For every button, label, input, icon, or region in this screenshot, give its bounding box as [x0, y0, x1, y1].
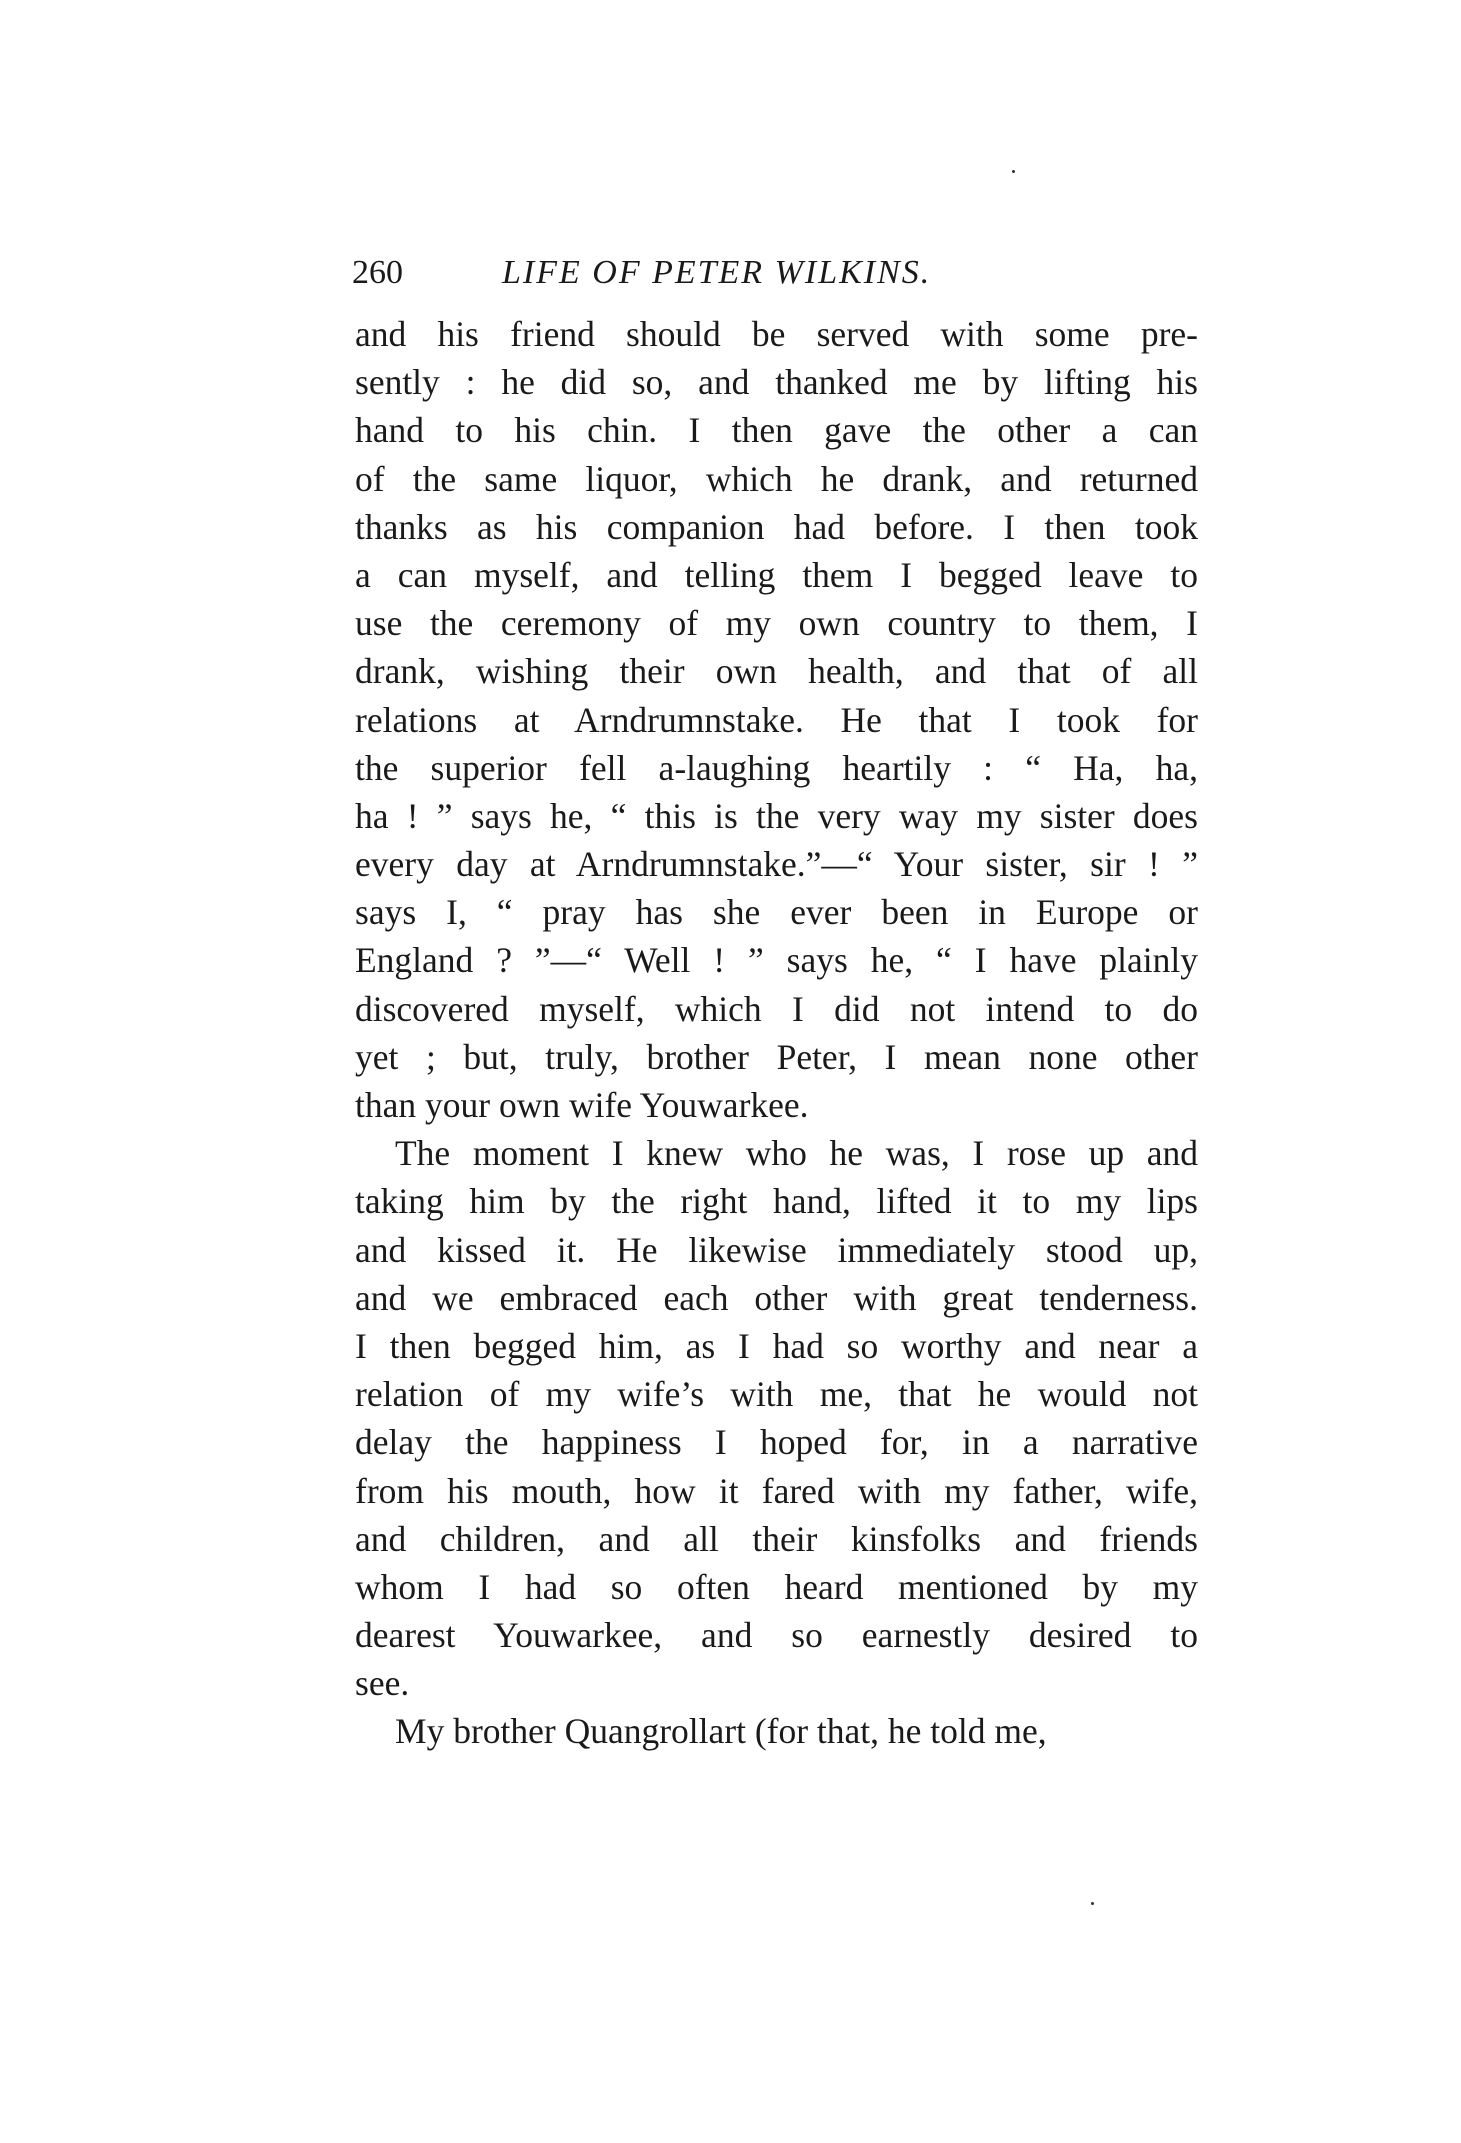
text-line: relation of my wife’s with me, that he would not [355, 1374, 1198, 1415]
print-speck [1091, 1902, 1094, 1905]
text-line: thanks as his companion had before. I then took [355, 506, 1198, 547]
text-line: hand to his chin. I then gave the other a can [355, 410, 1198, 451]
text-line: and children, and all their kinsfolks and friends [355, 1518, 1198, 1559]
text-line: discovered myself, which I did not intend to do [355, 988, 1198, 1029]
text-line: from his mouth, how it fared with my father, wife, [355, 1470, 1198, 1511]
page-number: 260 [352, 254, 403, 291]
text-line: and we embraced each other with great tenderness. [355, 1277, 1198, 1318]
text-line: yet ; but, truly, brother Peter, I mean none other [355, 1036, 1198, 1077]
text-line: use the ceremony of my own country to them, I [355, 603, 1198, 644]
text-line: and his friend should be served with some pre- [355, 314, 1198, 354]
text-line: and kissed it. He likewise immediately stood up, [355, 1229, 1198, 1270]
text-line: of the same liquor, which he drank, and returned [355, 458, 1198, 499]
text-line: the superior fell a-laughing heartily : “ Ha, ha, [355, 747, 1198, 788]
page-header [352, 248, 1202, 298]
text-line: dearest Youwarkee, and so earnestly desired to [355, 1615, 1198, 1656]
text-line: whom I had so often heard mentioned by my [355, 1566, 1198, 1607]
text-line: My brother Quangrollart (for that, he told me, [395, 1711, 1047, 1752]
running-title: LIFE OF PETER WILKINS. [502, 254, 932, 291]
text-line: ha ! ” says he, “ this is the very way my sister does [355, 795, 1198, 836]
print-speck [1012, 170, 1015, 173]
text-line: drank, wishing their own health, and that of all [355, 651, 1198, 692]
text-line: a can myself, and telling them I begged leave to [355, 554, 1198, 595]
text-line: I then begged him, as I had so worthy and near a [355, 1325, 1198, 1366]
paragraph [355, 1129, 1198, 1707]
text-line: see. [355, 1663, 410, 1704]
text-line: every day at Arndrumnstake.”—“ Your sister, sir ! ” [355, 844, 1198, 885]
text-line: delay the happiness I hoped for, in a narrative [355, 1422, 1198, 1463]
text-line: says I, “ pray has she ever been in Europe or [355, 892, 1198, 933]
paragraph [355, 310, 1198, 1129]
text-line: The moment I knew who he was, I rose up and [395, 1133, 1198, 1174]
text-line: sently : he did so, and thanked me by lifting his [355, 362, 1198, 403]
text-line: England ? ”—“ Well ! ” says he, “ I have plainly [355, 940, 1198, 981]
body-text [355, 310, 1198, 1756]
text-line: than your own wife Youwarkee. [355, 1085, 809, 1125]
text-line: taking him by the right hand, lifted it to my lips [355, 1181, 1198, 1222]
text-line: relations at Arndrumnstake. He that I took for [355, 699, 1198, 740]
paragraph [355, 1707, 1198, 1755]
